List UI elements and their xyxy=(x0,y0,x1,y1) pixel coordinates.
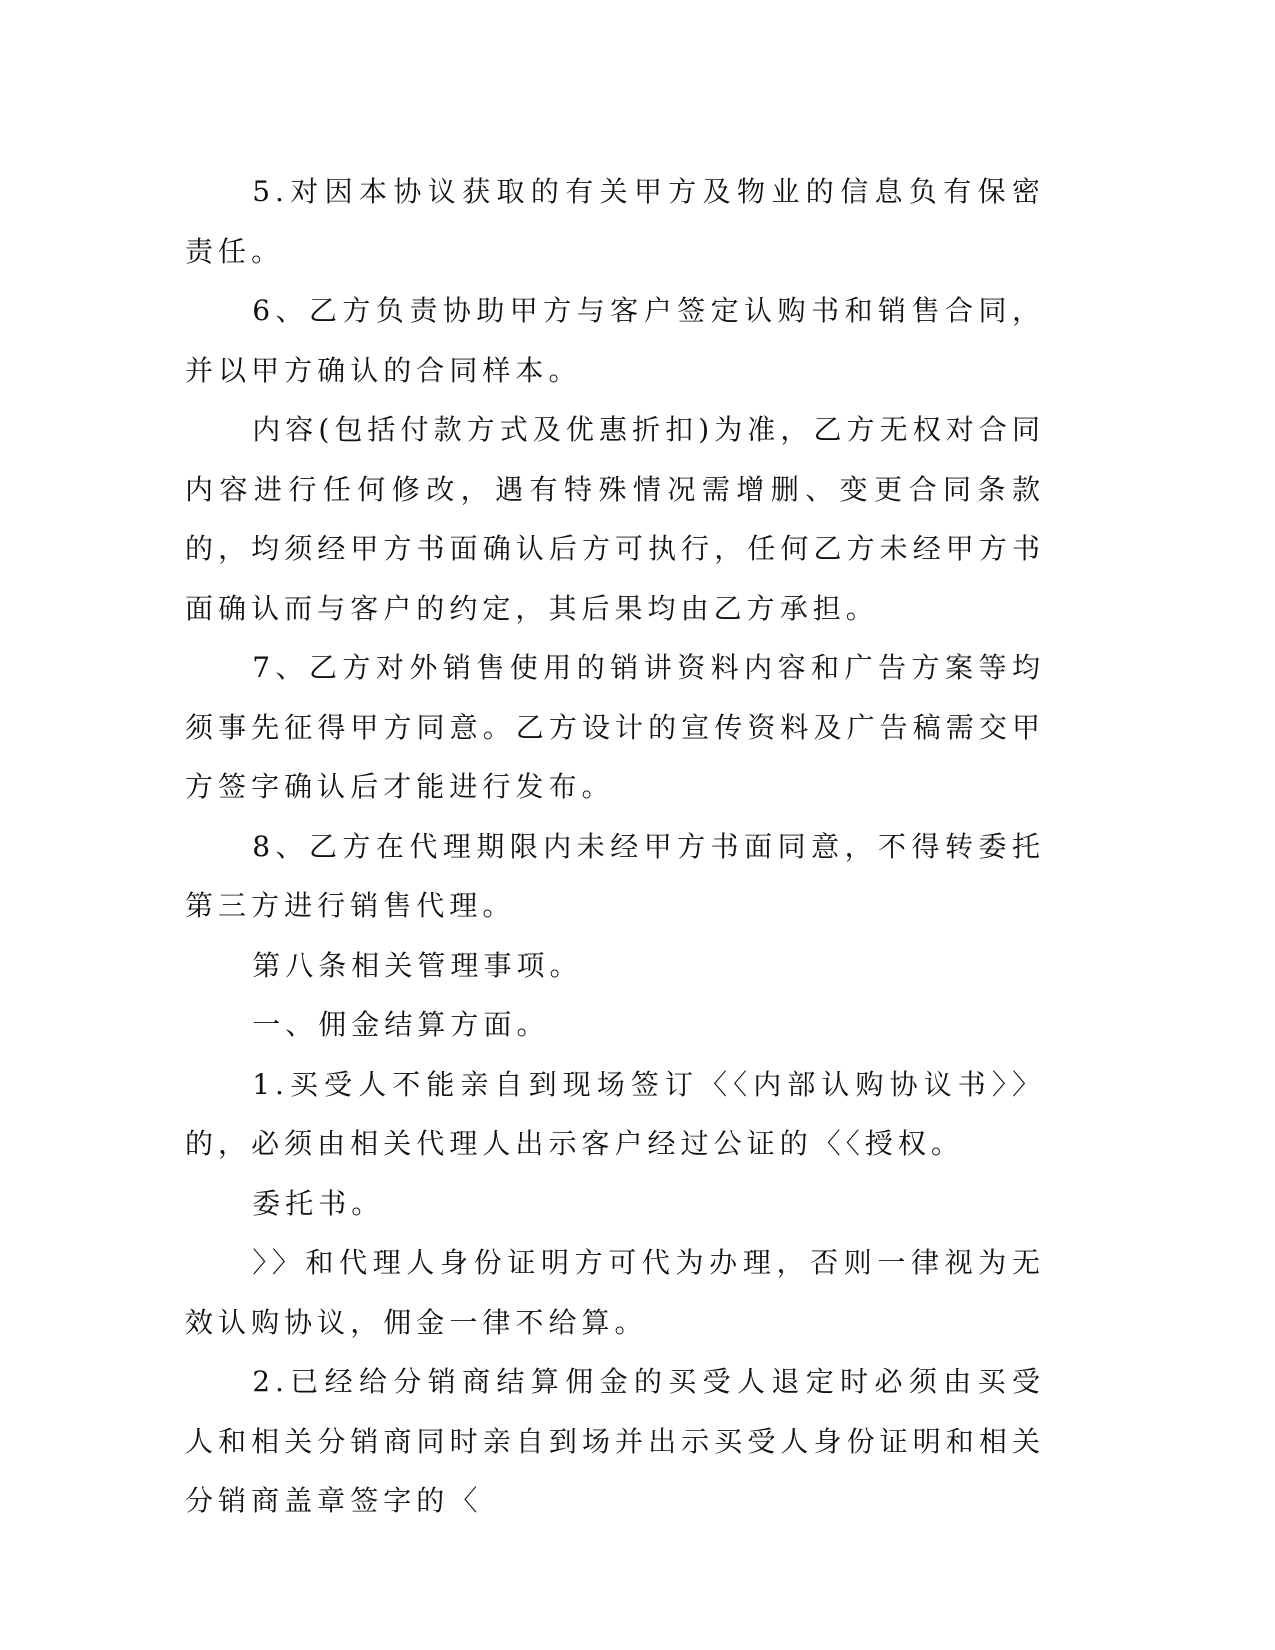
subsection-heading-commission: 一、佣金结算方面。 xyxy=(252,1008,550,1041)
paragraph-contract-content: 内容(包括付款方式及优惠折扣)为准，乙方无权对合同内容进行任何修改，遇有特殊情况需增删、变更合同条款的，均须经甲方书面确认后方可执行，任何乙方未经甲方书面确认而与客户的约定，其后果均由乙方承担。 xyxy=(185,413,1045,625)
paragraph-buyer-proxy: 1.买受人不能亲自到现场签订〈〈内部认购协议书〉〉的，必须由相关代理人出示客户经过公证的〈〈授权。 xyxy=(185,1067,1045,1160)
paragraph-contract-signing: 6、乙方负责协助甲方与客户签定认购书和销售合同，并以甲方确认的合同样本。 xyxy=(185,294,1045,387)
paragraph-confidentiality: 5.对因本协议获取的有关甲方及物业的信息负有保密责任。 xyxy=(185,175,1045,268)
paragraph-agent-id: 〉〉和代理人身份证明方可代为办理，否则一律视为无效认购协议，佣金一律不给算。 xyxy=(185,1246,1045,1339)
paragraph-power-of-attorney: 委托书。 xyxy=(252,1186,385,1220)
paragraph-no-subcontract: 8、乙方在代理期限内未经甲方书面同意，不得转委托第三方进行销售代理。 xyxy=(185,829,1045,922)
document-body xyxy=(185,162,1045,1531)
paragraph-sales-materials: 7、乙方对外销售使用的销讲资料内容和广告方案等均须事先征得甲方同意。乙方设计的宣传资料及广告稿需交甲方签字确认后才能进行发布。 xyxy=(185,651,1045,803)
paragraph-refund-settlement: 2.已经给分销商结算佣金的买受人退定时必须由买受人和相关分销商同时亲自到场并出示买受人身份证明和相关分销商盖章签字的〈 xyxy=(185,1365,1045,1517)
section-heading-article-8: 第八条相关管理事项。 xyxy=(252,948,583,982)
